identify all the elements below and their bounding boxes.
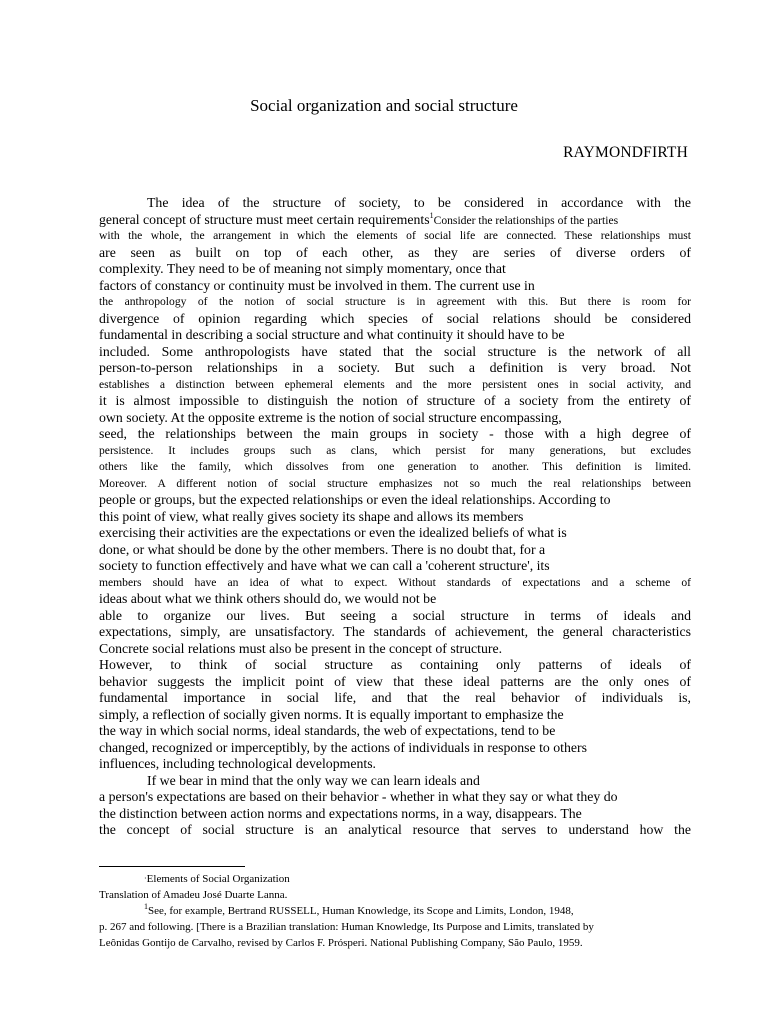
- body-line: Concrete social relations must also be present in the concept of structure.: [99, 640, 503, 656]
- body-line: with the whole, the arrangement in which the elements of social life are connected. These relationships must: [99, 229, 691, 242]
- body-line: seed, the relationships between the main groups in society - those with a high degree of: [99, 426, 691, 441]
- footnotes: [99, 871, 691, 951]
- body-line: the distinction between action norms and expectations norms, in a way, disappears. The: [99, 805, 582, 821]
- body-line: a person's expectations are based on their behavior - whether in what they say or what they do: [99, 789, 618, 804]
- body-line: this point of view, what really gives society its shape and allows its members: [99, 508, 524, 524]
- body-line: simply, a reflection of socially given norms. It is equally important to emphasize the: [99, 706, 564, 722]
- body-line: ideas about what we think others should do, we would not be: [99, 591, 437, 606]
- body-line: establishes a distinction between ephemeral elements and the more persistent ones in social activity, and: [99, 377, 691, 391]
- footnote-1-line-2: p. 267 and following. [There is a Brazilian translation: Human Knowledge, Its Purpose and Limits, translated by: [99, 921, 594, 933]
- body-line: general concept of structure must meet certain requirements$^1$Consider the relationships of the parties: [99, 211, 619, 227]
- body-line: If we bear in mind that the only way we can learn ideals and: [147, 772, 480, 788]
- body-line: persistence. It includes groups such as clans, which persist for many generations, but excludes: [99, 443, 691, 457]
- body-line: included. Some anthropologists have stated that the social structure is the network of all: [99, 343, 691, 359]
- body-line: person-to-person relationships in a society. But such a definition is very broad. Not: [99, 360, 691, 375]
- body-text: [99, 195, 691, 839]
- body-line: others like the family, which dissolves from one generation to another. This definition is limited.: [99, 460, 691, 473]
- body-line: factors of constancy or continuity must be involved in them. The current use in: [99, 277, 535, 293]
- body-line: done, or what should be done by the other members. There is no doubt that, for a: [99, 541, 546, 557]
- body-line: However, to think of social structure as containing only patterns of ideals of: [99, 657, 691, 672]
- body-line: people or groups, but the expected relationships or even the ideal relationships. According to: [99, 492, 611, 507]
- body-line: the anthropology of the notion of social structure is in agreement with this. But there is room for: [99, 295, 691, 308]
- body-line: complexity. They need to be of meaning not simply momentary, once that: [99, 261, 506, 276]
- author-name: RAYMONDFIRTH: [563, 144, 688, 161]
- body-line: fundamental importance in social life, and that the real behavior of individuals is,: [99, 690, 691, 705]
- body-line: divergence of opinion regarding which species of social relations should be considered: [99, 310, 691, 326]
- body-line: exercising their activities are the expectations or even the idealized beliefs of what is: [99, 525, 567, 540]
- body-line: own society. At the opposite extreme is the notion of social structure encompassing,: [99, 409, 562, 425]
- body-line: The idea of the structure of society, to be considered in accordance with the: [147, 195, 691, 210]
- footnote-1-line-3: Leônidas Gontijo de Carvalho, revised by Carlos F. Prósperi. National Publishing Company, São Paulo, 1959.: [99, 937, 583, 949]
- body-line: expectations, simply, are unsatisfactory. The standards of achievement, the general characteristics: [99, 624, 691, 639]
- body-line: behavior suggests the implicit point of view that these ideal patterns are the only ones of: [99, 673, 691, 689]
- body-line: influences, including technological developments.: [99, 756, 377, 771]
- footnote-1-line-1: $^1$See, for example, Bertrand RUSSELL, Human Knowledge, its Scope and Limits, London, 1948,: [144, 902, 574, 917]
- body-line: the concept of social structure is an analytical resource that serves to understand how the: [99, 822, 691, 837]
- body-line: fundamental in describing a social structure and what continuity it should have to be: [99, 327, 565, 342]
- footnote-translation: Translation of Amadeu José Duarte Lanna.: [99, 889, 288, 901]
- footnote-1-marker: 1: [144, 902, 148, 911]
- body-line: society to function effectively and have what we can call a 'coherent structure', its: [99, 558, 550, 573]
- body-line: changed, recognized or imperceptibly, by the actions of individuals in response to others: [99, 739, 587, 755]
- footnote-marker: 1: [429, 211, 434, 220]
- page-title: Social organization and social structure: [250, 96, 518, 115]
- footnote-source: ·Elements of Social Organization: [144, 873, 290, 885]
- body-line: the way in which social norms, ideal standards, the web of expectations, tend to be: [99, 723, 556, 738]
- body-line: members should have an idea of what to expect. Without standards of expectations and a scheme of: [99, 575, 691, 589]
- body-line: able to organize our lives. But seeing a social structure in terms of ideals and: [99, 607, 691, 623]
- body-line: it is almost impossible to distinguish the notion of structure of a society from the entirety of: [99, 393, 691, 408]
- body-line: are seen as built on top of each other, as they are series of diverse orders of: [99, 244, 691, 260]
- body-line: Moreover. A different notion of social structure emphasizes not so much the real relationships between: [99, 476, 691, 490]
- footnote-divider: [99, 866, 245, 867]
